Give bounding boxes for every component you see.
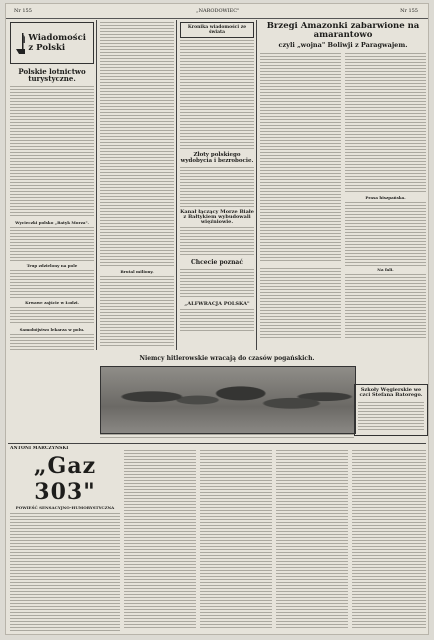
- section-spanish-press: Prasa hiszpańska.: [365, 194, 406, 200]
- column-2: [100, 22, 174, 352]
- headline-hungarian-schools: Szkoły Węgierskie we czci Stefana Batorego.: [359, 387, 423, 399]
- headline-corpse: Trup zdzielony na pole: [26, 262, 78, 268]
- world-news-box-title: Kronika wiadomości ze świata: [180, 22, 254, 38]
- photo-banner-caption: Niemcy hitlerowskie wracają do czasów pogańskich.: [139, 355, 315, 362]
- headline-amazon: Brzegi Amazonki zabarwione na amarantowo: [266, 22, 420, 40]
- column-3: [180, 22, 254, 352]
- headline-canal: Kanał łączący Morze Białe z Bałtykiem wybudowali więźniowie.: [180, 208, 254, 226]
- page-number-right: Nr 155: [400, 8, 418, 14]
- headline-trip: Wycieczki polsko „Batyk Morza".: [15, 219, 89, 225]
- ceremony-photo: [100, 366, 356, 434]
- headline-learn: Chcecie poznać: [191, 259, 243, 267]
- ship-emblem-icon: [14, 30, 25, 56]
- headline-gold: Złoty polskiego wydobycia i bezrobocie.: [180, 152, 254, 164]
- page-header: [6, 4, 428, 19]
- serial-subtitle: POWIEŚĆ SENSACYJNO-HUMORYSTYCZNA: [15, 505, 115, 510]
- paper-name: „NARODOWIEC": [196, 8, 240, 14]
- serial-author: ANTONI MARCZYŃSKI: [10, 446, 69, 451]
- headline-aviation: Polskie lotnictwo turystyczne.: [18, 67, 86, 84]
- newspaper-page: [6, 4, 428, 634]
- page-number-left: Nr 155: [14, 8, 32, 14]
- section-na-fali: Na fali.: [377, 266, 394, 272]
- masthead-box: [10, 22, 94, 64]
- column-1: [10, 22, 94, 352]
- schools-box: [354, 384, 428, 436]
- subhead-war: czyli „wojna" Boliwji z Paragwajem.: [278, 40, 408, 49]
- serial-title: „Gaz 303": [33, 453, 97, 505]
- serial-column: [10, 446, 120, 632]
- headline-alfwracja: „ALFWRACJA POLSKA": [184, 300, 250, 307]
- masthead-title: Wiadomości z Polski: [28, 33, 86, 53]
- headline-suicide: Samobójstwo lekarza w polu.: [19, 327, 85, 333]
- headline-lodz: Krwawe zajście w Łodzi.: [25, 300, 79, 306]
- headline-millions: Brutal miliony.: [120, 269, 154, 274]
